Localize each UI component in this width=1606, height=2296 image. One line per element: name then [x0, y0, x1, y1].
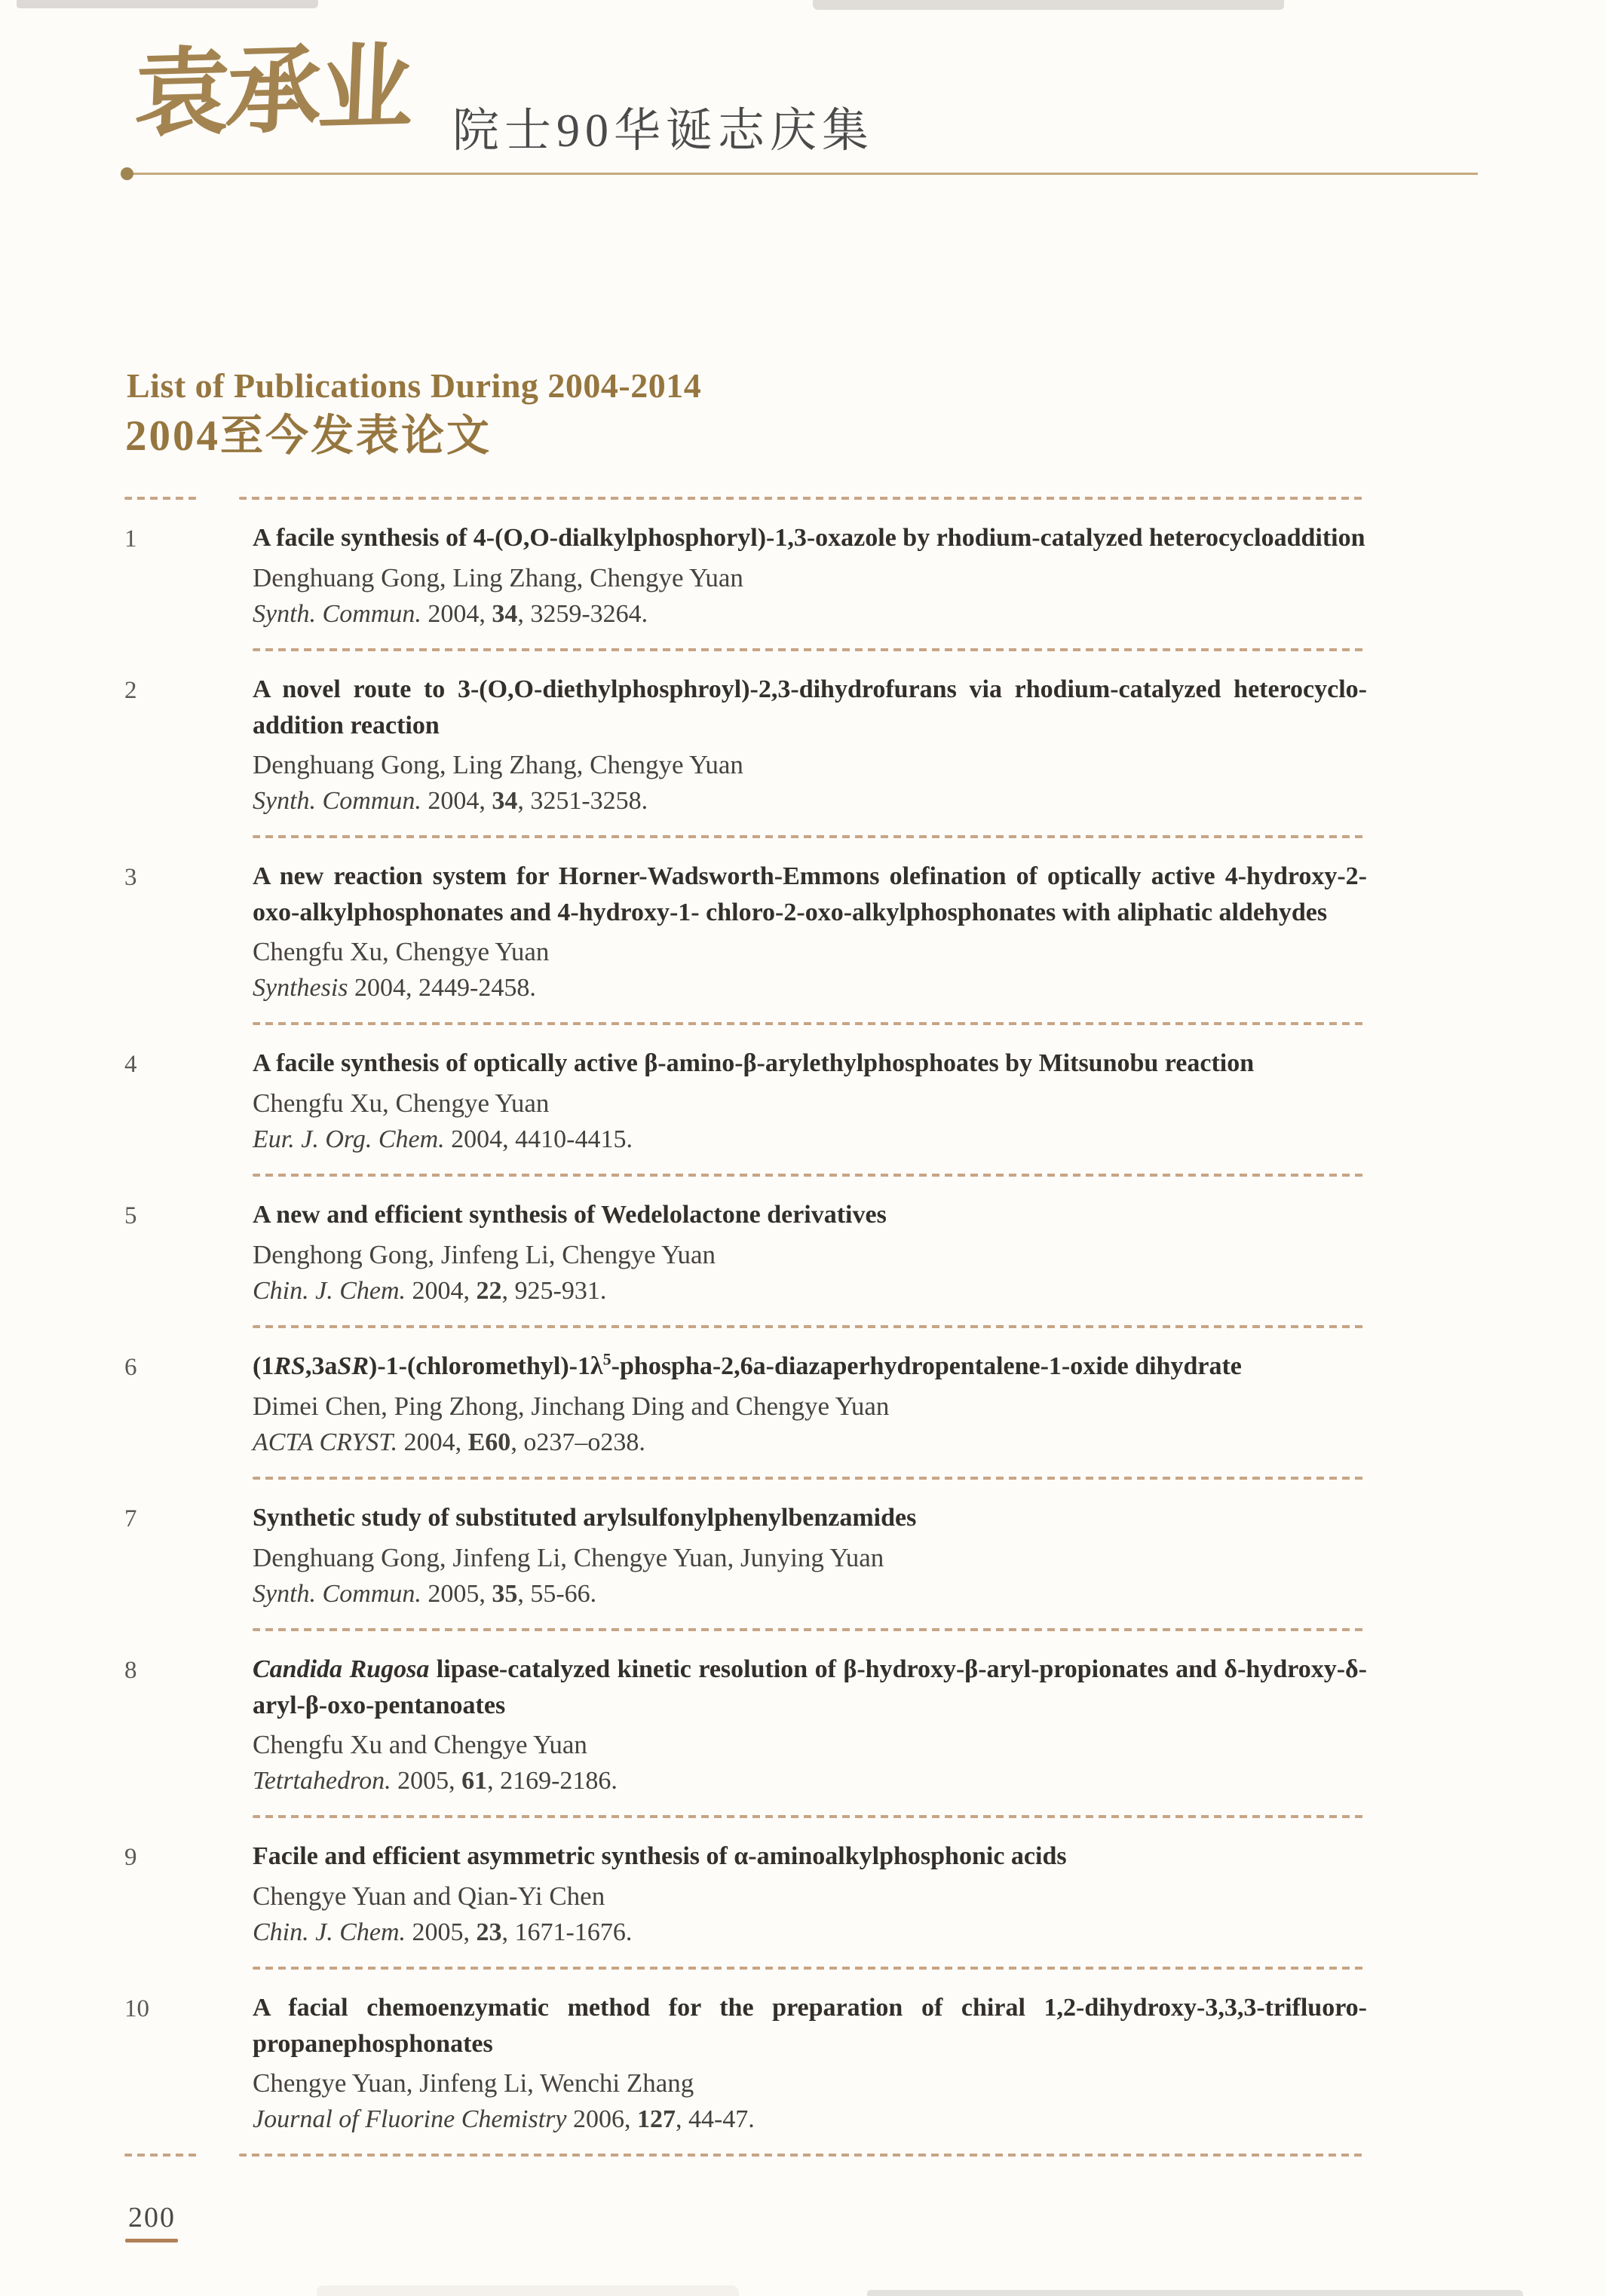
publication-list — [124, 500, 1367, 2154]
publication-title: A facile synthesis of optically active β-amino-β-arylethylphosphoates by Mitsunobu reaction — [253, 1049, 1255, 1077]
publication-number: 10 — [124, 1995, 149, 2022]
publication-citation: Synthesis 2004, 2449-2458. — [253, 974, 536, 1002]
publication-authors: Chengfu Xu, Chengye Yuan — [253, 1088, 550, 1118]
dashed-separator-short-segment — [124, 497, 198, 500]
publication-title: A facial chemoenzymatic method for the preparation of chiral 1,2-dihydroxy-3,3,3-trifluoro-propanephosphonates — [253, 1994, 1367, 2058]
publication-number: 1 — [124, 525, 137, 553]
scan-artifact-bottom-right — [867, 2290, 1523, 2296]
publication-authors: Chengfu Xu, Chengye Yuan — [253, 937, 550, 966]
publication-authors: Dimei Chen, Ping Zhong, Jinchang Ding and Chengye Yuan — [253, 1391, 890, 1421]
publication-entry — [124, 651, 1367, 835]
dashed-separator-bottom — [124, 2154, 1367, 2157]
header-rule — [123, 173, 1478, 175]
scan-artifact-top-left — [17, 0, 318, 8]
publication-entry — [124, 500, 1367, 648]
publication-number: 3 — [124, 864, 137, 891]
calligraphy-signature: 袁承业 — [132, 36, 412, 148]
publication-entry — [124, 1818, 1367, 1967]
header-subtitle: 院士90华诞志庆集 — [452, 106, 875, 157]
publication-citation: Synth. Commun. 2004, 34, 3259-3264. — [253, 600, 648, 628]
section-title-chinese: 2004至今发表论文 — [125, 412, 492, 460]
publication-entry — [124, 1631, 1367, 1815]
publication-citation: Tetrtahedron. 2005, 61, 2169-2186. — [253, 1767, 618, 1795]
publication-number: 7 — [124, 1505, 137, 1532]
publication-section — [124, 497, 1367, 2157]
scan-artifact-top-right — [813, 0, 1284, 10]
publication-authors: Denghuang Gong, Jinfeng Li, Chengye Yuan, Junying Yuan — [253, 1543, 884, 1572]
publication-title: A facile synthesis of 4-(O,O-dialkylphosphoryl)-1,3-oxazole by rhodium-catalyzed heterocycloaddition — [253, 524, 1365, 552]
publication-citation: Journal of Fluorine Chemistry 2006, 127, 44-47. — [253, 2105, 755, 2133]
publication-citation: Eur. J. Org. Chem. 2004, 4410-4415. — [253, 1125, 633, 1153]
publication-title: Facile and efficient asymmetric synthesis of α-aminoalkylphosphonic acids — [253, 1842, 1067, 1870]
scan-artifact-bottom-center — [317, 2285, 739, 2296]
publication-title: A novel route to 3-(O,O-diethylphosphroyl)-2,3-dihydrofurans via rhodium-catalyzed heterocyclo-addition reaction — [253, 675, 1367, 739]
publication-number: 2 — [124, 677, 137, 704]
header-rule-dot — [121, 167, 133, 180]
page-number-underline — [125, 2239, 178, 2242]
section-title-english: List of Publications During 2004-2014 — [127, 366, 702, 405]
dashed-separator-long-segment — [239, 2154, 1367, 2157]
publication-citation: ACTA CRYST. 2004, E60, o237–o238. — [253, 1428, 645, 1456]
publication-entry — [124, 1025, 1367, 1174]
publication-title: A new and efficient synthesis of Wedelolactone derivatives — [253, 1201, 887, 1229]
publication-authors: Denghuang Gong, Ling Zhang, Chengye Yuan — [253, 750, 743, 779]
publication-number: 5 — [124, 1202, 137, 1229]
publication-citation: Chin. J. Chem. 2005, 23, 1671-1676. — [253, 1918, 633, 1946]
dashed-separator-top — [124, 497, 1367, 500]
publication-authors: Chengye Yuan, Jinfeng Li, Wenchi Zhang — [253, 2068, 694, 2098]
publication-entry — [124, 1480, 1367, 1628]
dashed-separator-long-segment — [239, 497, 1367, 500]
publication-citation: Synth. Commun. 2004, 34, 3251-3258. — [253, 787, 648, 815]
publication-number: 6 — [124, 1354, 137, 1381]
publication-entry — [124, 1970, 1367, 2154]
page-number: 200 — [128, 2202, 176, 2233]
publication-number: 9 — [124, 1844, 137, 1871]
publication-entry — [124, 838, 1367, 1022]
publication-entry — [124, 1328, 1367, 1477]
dashed-separator-short-segment — [124, 2154, 198, 2157]
publication-authors: Chengye Yuan and Qian-Yi Chen — [253, 1881, 605, 1911]
publication-title: Candida Rugosa lipase-catalyzed kinetic resolution of β-hydroxy-β-aryl-propionates and δ-hydroxy-δ-aryl-β-oxo-pentanoates — [253, 1655, 1367, 1719]
publication-citation: Synth. Commun. 2005, 35, 55-66. — [253, 1580, 597, 1608]
publication-authors: Denghong Gong, Jinfeng Li, Chengye Yuan — [253, 1240, 716, 1269]
publication-number: 8 — [124, 1657, 137, 1684]
publication-citation: Chin. J. Chem. 2004, 22, 925-931. — [253, 1277, 607, 1305]
publication-number: 4 — [124, 1051, 137, 1078]
publication-title: A new reaction system for Horner-Wadsworth-Emmons olefination of optically active 4-hydroxy-2-oxo-alkylphosphonates and 4-hydroxy-1- chloro-2-oxo-alkylphosphonates with aliphatic aldehydes — [253, 862, 1367, 926]
publication-entry — [124, 1177, 1367, 1325]
publication-authors: Chengfu Xu and Chengye Yuan — [253, 1730, 587, 1759]
publication-title: Synthetic study of substituted arylsulfonylphenylbenzamides — [253, 1504, 917, 1532]
publication-authors: Denghuang Gong, Ling Zhang, Chengye Yuan — [253, 563, 743, 592]
publication-title: $(1RS,3aSR)-1-(chloromethyl)-1\lambda^5-phospha-2,6a-diazaperhydropentalene-1$-oxide dihydrate — [253, 1349, 1242, 1380]
